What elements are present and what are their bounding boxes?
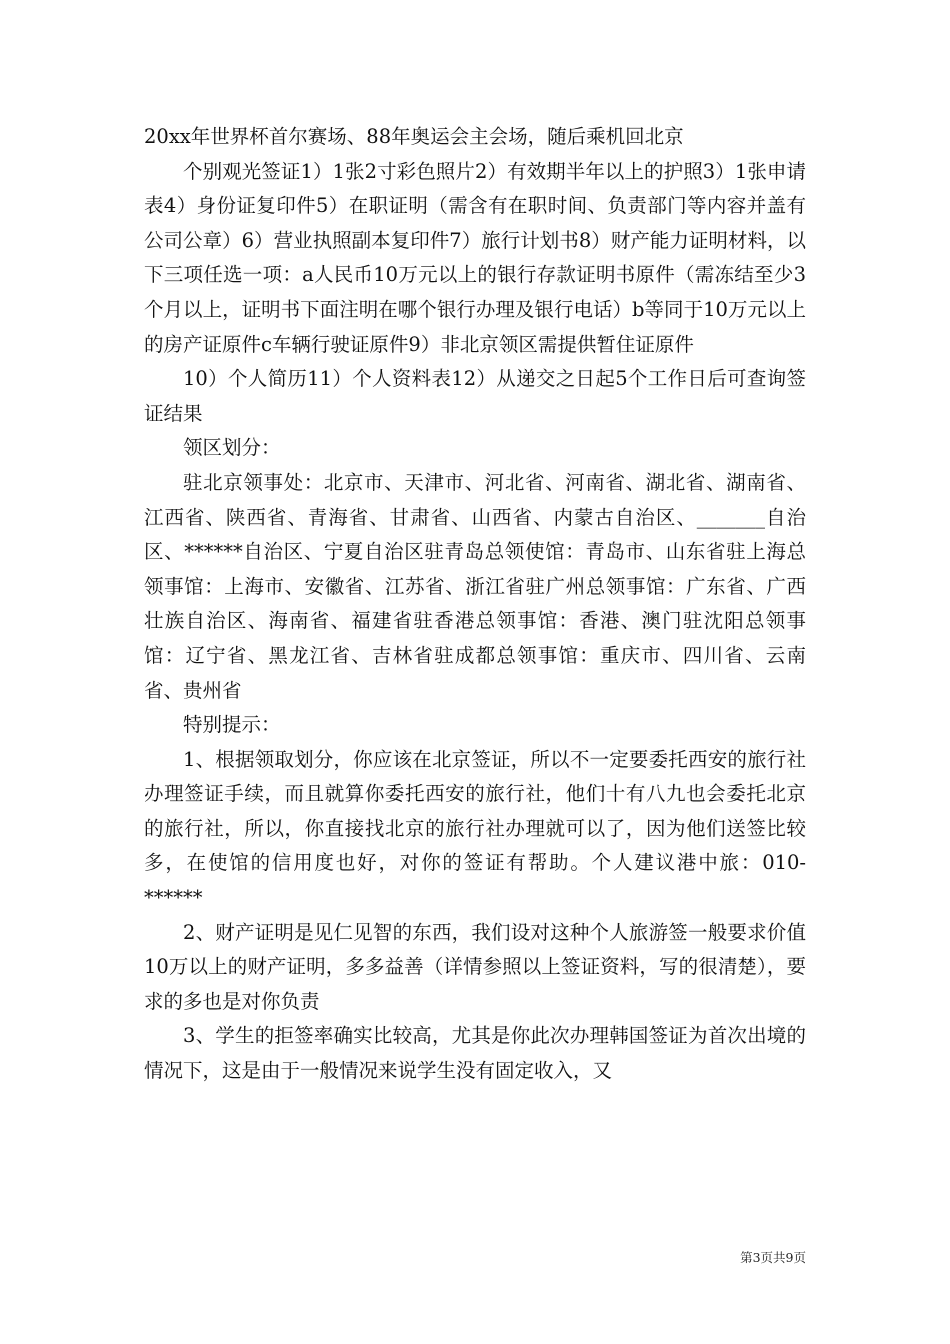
paragraph-notice-2: 2、财产证明是见仁见智的东西，我们设对这种个人旅游签一般要求价值10万以上的财产证明，多多益善（详情参照以上签证资料，写的很清楚），要求的多也是对你负责 (144, 920, 806, 1013)
paragraph-notice-3: 3、学生的拒签率确实比较高，尤其是你此次办理韩国签证为首次出境的情况下，这是由于一般情况来说学生没有固定收入，又 (144, 1024, 806, 1083)
page-number-footer: 第3页共9页 (740, 1250, 806, 1265)
paragraph-notice-1: 1、根据领取划分，你应该在北京签证，所以不一定要委托西安的旅行社办理签证手续，而且就算你委托西安的旅行社，他们十有八九也会委托北京的旅行社，所以，你直接找北京的旅行社办理就可以了，因为他们送签比较多，在使馆的信用度也好，对你的签证有帮助。个人建议港中旅：010-****** (144, 747, 806, 910)
document-body (144, 120, 806, 1089)
paragraph-visa-requirements: 个别观光签证1）1张2寸彩色照片2）有效期半年以上的护照3）1张申请表4）身份证复印件5）在职证明（需含有在职时间、负责部门等内容并盖有公司公章）6）营业执照副本复印件7）旅行计划书8）财产能力证明材料，以下三项任选一项：a人民币10万元以上的银行存款证明书原件（需冻结至少3个月以上，证明书下面注明在哪个银行办理及银行电话）b等同于10万元以上的房产证原件c车辆行驶证原件9）非北京领区需提供暂住证原件 (144, 159, 806, 356)
paragraph-itinerary: 20xx年世界杯首尔赛场、88年奥运会主会场，随后乘机回北京 (144, 125, 684, 148)
paragraph-visa-requirements-cont: 10）个人简历11）个人资料表12）从递交之日起5个工作日后可查询签证结果 (144, 367, 806, 425)
paragraph-consular-district-heading: 领区划分： (183, 436, 281, 460)
paragraph-consular-districts: 驻北京领事处：北京市、天津市、河北省、河南省、湖北省、湖南省、江西省、陕西省、青海省、甘肃省、山西省、内蒙古自治区、_______自治区、******自治区、宁夏自治区驻青岛总领使馆：青岛市、山东省驻上海总领事馆：上海市、安徽省、江苏省、浙江省驻广州总领事馆：广东省、广西壮族自治区、海南省、福建省驻香港总领事馆：香港、澳门驻沈阳总领事馆：辽宁省、黑龙江省、吉林省驻成都总领事馆：重庆市、四川省、云南省、贵州省 (144, 470, 806, 702)
paragraph-special-notice-heading: 特别提示： (183, 713, 281, 737)
